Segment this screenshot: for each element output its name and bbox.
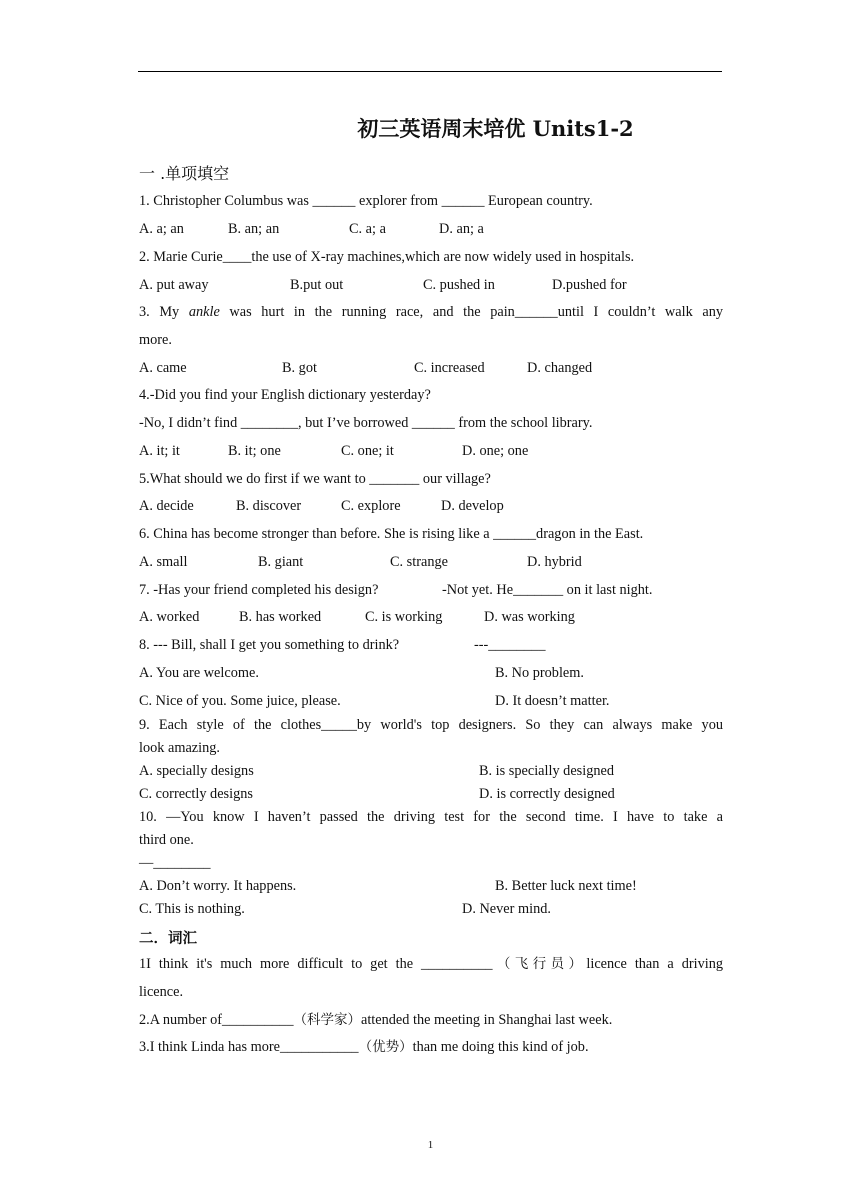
item-text: than me doing this kind of job. <box>412 1039 589 1055</box>
option: D.pushed for <box>552 277 627 293</box>
vocab-item-1-cont: licence. <box>139 984 184 1000</box>
option: C. correctly designs <box>139 786 253 802</box>
option: D. develop <box>441 498 504 514</box>
option: A. decide <box>139 498 194 514</box>
option: C. is working <box>365 609 443 625</box>
option: C. increased <box>414 360 485 376</box>
option: B. giant <box>258 554 304 570</box>
option: D. changed <box>527 360 593 376</box>
option: A. Don’t worry. It happens. <box>139 878 297 894</box>
stem-answer: ---________ <box>474 637 546 653</box>
option: C. pushed in <box>423 277 495 293</box>
option: B. is specially designed <box>479 763 615 779</box>
option: A. came <box>139 360 187 376</box>
vocab-item-2 <box>139 1011 612 1029</box>
header-rule <box>138 71 722 72</box>
option: B. Better luck next time! <box>495 878 637 894</box>
option: C. explore <box>341 498 401 514</box>
stem-text: 3. My <box>139 304 189 320</box>
item-text: licence than a driving <box>586 956 723 972</box>
question-4-stem-2: -No, I didn’t find ________, but I’ve borrowed ______ from the school library. <box>139 415 593 431</box>
option: B. it; one <box>228 443 281 459</box>
option: A. worked <box>139 609 200 625</box>
option: D. is correctly designed <box>479 786 615 802</box>
item-text: 2.A number of__________ <box>139 1012 294 1028</box>
question-10-stem-2: —________ <box>139 855 211 871</box>
stem-question: 7. -Has your friend completed his design? <box>139 582 379 598</box>
question-10-stem-cont: third one. <box>139 832 194 848</box>
question-8-stem <box>139 636 546 654</box>
item-text: 1I think it's much more difficult to get the __________ <box>139 956 493 972</box>
option: C. one; it <box>341 443 394 459</box>
stem-answer: -Not yet. He_______ on it last night. <box>442 582 653 598</box>
option: A. it; it <box>139 443 180 459</box>
option: D. hybrid <box>527 554 582 570</box>
option: D. was working <box>484 609 575 625</box>
item-hint: （优势） <box>358 1039 413 1055</box>
page-title: 初三英语周末培优 Units1-2 <box>357 116 634 141</box>
question-2-stem: 2. Marie Curie____the use of X-ray machines,which are now widely used in hospitals. <box>139 249 635 265</box>
section1-heading: 一 .单项填空 <box>139 164 230 183</box>
stem-question: 8. --- Bill, shall I get you something to drink? <box>139 637 400 653</box>
option: B.put out <box>290 277 344 293</box>
option: D. Never mind. <box>462 901 551 917</box>
option: D. It doesn’t matter. <box>495 693 610 709</box>
question-7-stem <box>139 581 653 599</box>
question-3-stem-cont: more. <box>139 332 172 348</box>
question-9-stem: 9. Each style of the clothes_____by world's top designers. So they can always make you <box>139 717 723 733</box>
option: B. discover <box>236 498 302 514</box>
page-number: 1 <box>427 1139 434 1151</box>
option: C. a; a <box>349 221 386 237</box>
item-text: 3.I think Linda has more___________ <box>139 1039 359 1055</box>
vocab-item-3 <box>139 1038 589 1056</box>
option: C. Nice of you. Some juice, please. <box>139 693 341 709</box>
option: B. has worked <box>239 609 322 625</box>
option: B. No problem. <box>495 665 584 681</box>
option: C. This is nothing. <box>139 901 245 917</box>
option: D. one; one <box>462 443 529 459</box>
question-1-stem: 1. Christopher Columbus was ______ explorer from ______ European country. <box>139 193 593 209</box>
item-text: attended the meeting in Shanghai last week. <box>360 1012 613 1028</box>
option: A. a; an <box>139 221 184 237</box>
question-6-stem: 6. China has become stronger than before. She is rising like a ______dragon in the East. <box>139 526 644 542</box>
question-5-stem: 5.What should we do first if we want to _______ our village? <box>139 471 491 487</box>
option: B. got <box>282 360 317 376</box>
option: A. put away <box>139 277 209 293</box>
option: A. small <box>139 554 188 570</box>
option: D. an; a <box>439 221 484 237</box>
stem-text: was hurt in the running race, and the pain______until I couldn’t walk any <box>219 304 723 320</box>
option: A. You are welcome. <box>139 665 259 681</box>
section2-heading: 二．词汇 <box>139 931 197 947</box>
question-4-stem: 4.-Did you find your English dictionary yesterday? <box>139 387 431 403</box>
stem-emphasis: ankle <box>188 304 220 320</box>
item-hint: （科学家） <box>293 1012 361 1028</box>
option: C. strange <box>390 554 448 570</box>
question-10-stem: 10. —You know I haven’t passed the driving test for the second time. I have to take a <box>139 809 723 825</box>
item-hint: （飞行员） <box>492 956 587 972</box>
option: B. an; an <box>228 221 280 237</box>
question-9-stem-cont: look amazing. <box>139 740 220 756</box>
question-3-stem <box>139 303 723 321</box>
vocab-item-1 <box>139 955 723 973</box>
option: A. specially designs <box>139 763 254 779</box>
